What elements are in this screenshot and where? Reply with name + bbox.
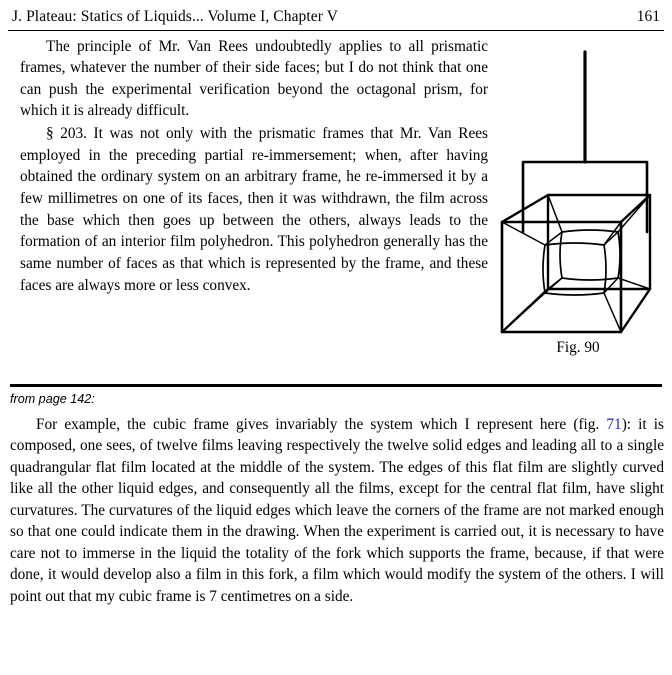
page-number: 161 — [636, 8, 660, 25]
paragraph-section-203 — [20, 123, 488, 296]
film-corner-back-bottom-left — [548, 278, 562, 289]
cube-frame-illustration — [490, 36, 672, 336]
cube-edge-top-left — [502, 195, 548, 222]
excerpt-part-1: For example, the cubic frame gives invariably the system which I represent here (fig. — [36, 416, 607, 433]
main-text-column — [20, 36, 488, 297]
header-rule — [8, 30, 664, 31]
excerpt-section — [10, 414, 664, 607]
cube-edge-bottom-right — [621, 289, 650, 332]
film-corner-back-bottom-right — [618, 278, 650, 289]
figure-90 — [490, 36, 672, 376]
running-head-title: J. Plateau: Statics of Liquids... Volume I, Chapter V — [12, 8, 339, 25]
figure-caption: Fig. 90 — [556, 338, 600, 356]
excerpt-part-2: ): it is composed, one sees, of twelve films leaving respectively the twelve solid edges and leading all to a single quadrangular flat film located at the middle of the system. The edges of this flat film are slightly curved like all the other liquid edges, and consequently all the films, except for the central flat film, have slight curvatures. The curvatures of the liquid edges which leave the corners of the frame are not marked enough so that one could indicate them in the drawing. When the experiment is carried out, it is necessary to have care not to immerse in the liquid the totality of the fork which supports the frame, because, if that were done, it would develop also a film in this fork, a film which would modify the system of the others. I will point out that my cubic frame is 7 centimetres on a side. — [10, 416, 664, 605]
paragraph-principle — [20, 36, 488, 123]
figure-cross-reference-link[interactable]: 71 — [606, 416, 622, 433]
film-corner-back-top-right — [618, 195, 650, 232]
excerpt-paragraph — [10, 414, 664, 607]
film-corner-back-top-left — [548, 195, 562, 232]
section-divider-rule — [10, 384, 662, 387]
running-head — [8, 0, 664, 25]
film-corner-front-bottom-left — [502, 293, 545, 332]
paragraph-section-203-text: § 203. It was not only with the prismatic frames that Mr. Van Rees employed in the preceding partial re-immersement; when, after having obtained the ordinary system on an arbitrary frame, he re-immersed it by a few millimetres on one of its faces, then it was withdrawn, the film across the base which then goes up between the others, always leads to the formation of an interior film polyhedron. This polyhedron generally has the same number of faces as that which is represented by the frame, and these faces are always more or less convex. — [20, 125, 488, 294]
film-corner-front-bottom-right — [604, 293, 621, 332]
paragraph-principle-text: The principle of Mr. Van Rees undoubtedly applies to all prismatic frames, whatever the number of their side faces; but I do not think that one can push the experimental verification beyond the octagonal prism, for which it is already difficult. — [20, 37, 488, 120]
upper-section — [8, 36, 664, 376]
source-note: from page 142: — [10, 392, 95, 406]
